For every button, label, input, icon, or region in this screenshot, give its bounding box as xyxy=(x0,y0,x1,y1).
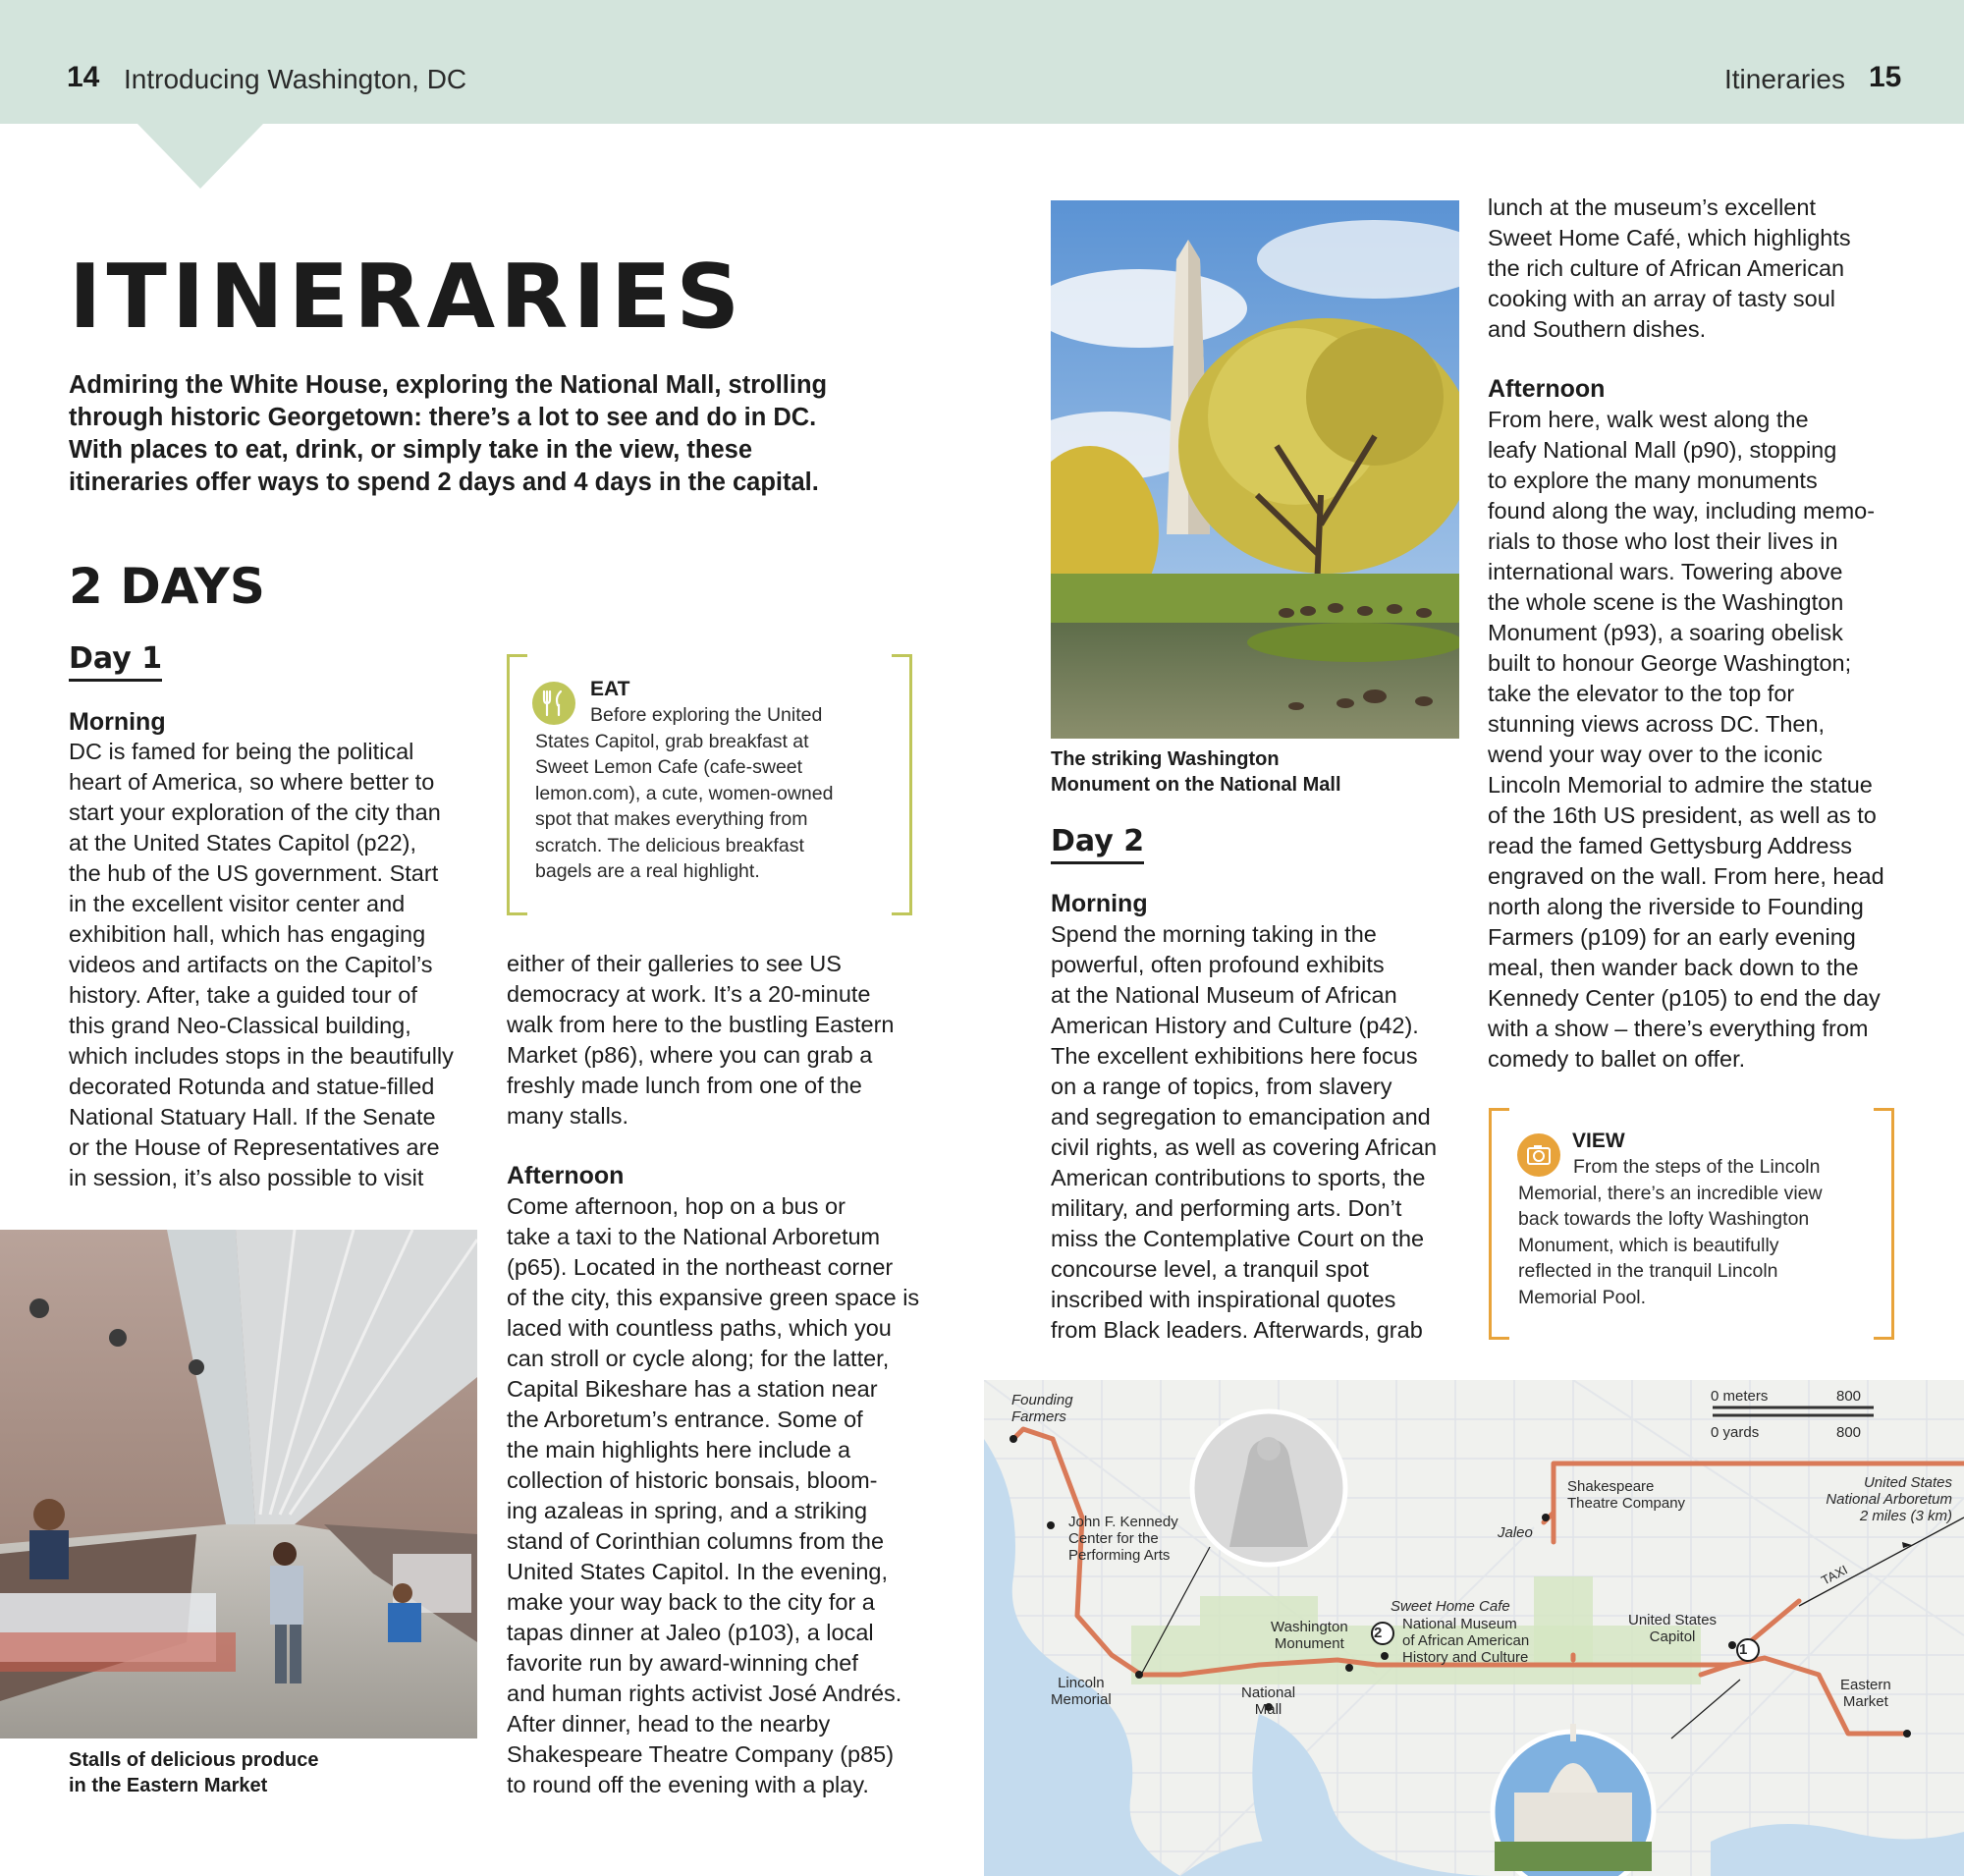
text-line: the whole scene is the Washington xyxy=(1488,589,1844,615)
text-line: Farmers (p109) for an early evening xyxy=(1488,924,1856,950)
text-line: Lincoln Memorial to admire the statue xyxy=(1488,772,1873,798)
map-label-founding-farmers xyxy=(1011,1392,1073,1425)
intro-line: Admiring the White House, exploring the National Mall, strolling xyxy=(69,371,828,399)
text-line: many stalls. xyxy=(507,1103,629,1129)
text-line: Kennedy Center (p105) to end the day xyxy=(1488,985,1881,1011)
text-line: stand of Corinthian columns from the xyxy=(507,1528,885,1554)
text-line: comedy to ballet on offer. xyxy=(1488,1046,1746,1072)
scale-yards-end: 800 xyxy=(1836,1424,1862,1441)
map-label-line: Mall xyxy=(1254,1701,1282,1718)
view-box-right-bracket xyxy=(1874,1108,1894,1340)
text-line: history. After, take a guided tour of xyxy=(69,982,417,1008)
map-label-nmaahc xyxy=(1402,1616,1529,1666)
intro-line: With places to eat, drink, or simply take in the view, these xyxy=(69,436,753,464)
text-line: After dinner, head to the nearby xyxy=(507,1711,831,1737)
text-line: DC is famed for being the political xyxy=(69,739,414,764)
view-box-text xyxy=(1518,1154,1872,1310)
map-label-line: Market xyxy=(1842,1693,1888,1710)
text-line: to round off the evening with a play. xyxy=(507,1772,869,1797)
text-line: (p65). Located in the northeast corner xyxy=(507,1254,894,1280)
text-line: found along the way, including memo- xyxy=(1488,498,1876,524)
map-label-national-mall xyxy=(1241,1684,1295,1718)
text-line: heart of America, so where better to xyxy=(69,769,435,795)
text-line: take the elevator to the top for xyxy=(1488,681,1795,706)
text-line: lunch at the museum’s excellent xyxy=(1488,194,1816,220)
text-line: powerful, often profound exhibits xyxy=(1051,952,1385,977)
scale-meters-start: 0 meters xyxy=(1711,1388,1769,1405)
text-line: National Statuary Hall. If the Senate xyxy=(69,1104,436,1130)
map-label-line: United States xyxy=(1628,1612,1718,1628)
text-line: built to honour George Washington; xyxy=(1488,650,1852,676)
caption-line: in the Eastern Market xyxy=(69,1775,268,1796)
text-line: this grand Neo-Classical building, xyxy=(69,1013,411,1038)
day1-morning-label: Morning xyxy=(69,708,166,736)
text-line: United States Capitol. In the evening, xyxy=(507,1559,888,1584)
text-line: spot that makes everything from xyxy=(535,808,808,830)
text-line: Before exploring the United xyxy=(590,704,823,726)
text-line: tapas dinner at Jaleo (p103), a local xyxy=(507,1620,874,1645)
map-label-line: Theatre Company xyxy=(1567,1495,1686,1512)
text-line: Monument, which is beautifully xyxy=(1518,1234,1779,1256)
map-label-sweet-home-cafe: Sweet Home Cafe xyxy=(1391,1598,1510,1615)
text-line: Memorial, there’s an incredible view xyxy=(1518,1182,1823,1204)
eat-box-title: EAT xyxy=(590,678,630,700)
text-line: videos and artifacts on the Capitol’s xyxy=(69,952,433,977)
right-page-number: 15 xyxy=(1869,61,1902,93)
map-label-line: Shakespeare xyxy=(1567,1478,1655,1495)
day2-morning-text xyxy=(1051,919,1463,1346)
map-label-line: Performing Arts xyxy=(1068,1547,1171,1564)
left-section-title: Introducing Washington, DC xyxy=(124,64,467,94)
text-line: favorite run by award-winning chef xyxy=(507,1650,858,1676)
day2-continued-text xyxy=(1488,193,1920,345)
map-label-line: Founding xyxy=(1011,1392,1073,1408)
text-line: military, and performing arts. Don’t xyxy=(1051,1195,1402,1221)
text-line: scratch. The delicious breakfast xyxy=(535,834,804,856)
map-label-arboretum xyxy=(1770,1474,1952,1524)
day1-afternoon-label: Afternoon xyxy=(507,1162,625,1189)
map-label-shakespeare-theatre xyxy=(1567,1478,1685,1512)
map-label-line: of African American xyxy=(1402,1632,1530,1649)
market-caption xyxy=(69,1747,319,1798)
right-section-title: Itineraries xyxy=(1724,64,1845,94)
text-line: Shakespeare Theatre Company (p85) xyxy=(507,1741,895,1767)
text-line: back towards the lofty Washington xyxy=(1518,1208,1810,1230)
eat-box-text xyxy=(535,702,889,885)
text-line: and Southern dishes. xyxy=(1488,316,1707,342)
map-label-line: Farmers xyxy=(1011,1408,1066,1425)
text-line: in session, it’s also possible to visit xyxy=(69,1165,424,1190)
map-marker-2: 2 xyxy=(1374,1625,1383,1641)
map-marker-1: 1 xyxy=(1739,1641,1748,1658)
text-line: and segregation to emancipation and xyxy=(1051,1104,1431,1130)
text-line: Memorial Pool. xyxy=(1518,1286,1647,1308)
text-line: freshly made lunch from one of the xyxy=(507,1073,862,1098)
day2-heading: Day 2 xyxy=(1051,825,1144,864)
intro-line: itineraries offer ways to spend 2 days and 4 days in the capital. xyxy=(69,469,819,496)
map-label-lincoln-memorial xyxy=(1051,1675,1112,1708)
caption-line: Stalls of delicious produce xyxy=(69,1749,319,1771)
monument-caption xyxy=(1051,746,1341,798)
text-line: Spend the morning taking in the xyxy=(1051,921,1377,947)
text-line: From the steps of the Lincoln xyxy=(1573,1156,1821,1178)
text-line: rials to those who lost their lives in xyxy=(1488,528,1838,554)
text-line: concourse level, a tranquil spot xyxy=(1051,1256,1369,1282)
text-line: Sweet Lemon Cafe (cafe-sweet xyxy=(535,756,803,778)
text-line: at the United States Capitol (p22), xyxy=(69,830,417,855)
day2-afternoon-label: Afternoon xyxy=(1488,375,1606,403)
text-line: of the 16th US president, as well as to xyxy=(1488,802,1877,828)
text-line: collection of historic bonsais, bloom- xyxy=(507,1467,878,1493)
eat-box-right-bracket xyxy=(892,654,912,915)
text-line: the hub of the US government. Start xyxy=(69,860,439,886)
map-label-line: Eastern xyxy=(1840,1677,1891,1693)
text-line: States Capitol, grab breakfast at xyxy=(535,730,809,752)
text-line: start your exploration of the city than xyxy=(69,800,441,825)
map-label-line: National Museum xyxy=(1402,1616,1517,1632)
text-line: in the excellent visitor center and xyxy=(69,891,406,916)
text-line: laced with countless paths, which you xyxy=(507,1315,892,1341)
text-line: ing azaleas in spring, and a striking xyxy=(507,1498,868,1523)
text-line: international wars. Towering above xyxy=(1488,559,1843,584)
text-line: which includes stops in the beautifully xyxy=(69,1043,454,1069)
text-line: can stroll or cycle along; for the latter, xyxy=(507,1346,890,1371)
text-line: cooking with an array of tasty soul xyxy=(1488,286,1835,311)
washington-monument-photo xyxy=(1051,200,1459,739)
text-line: on a range of topics, from slavery xyxy=(1051,1074,1392,1099)
view-box-left-bracket xyxy=(1489,1108,1509,1340)
map-label-line: Capitol xyxy=(1649,1628,1696,1645)
text-line: stunning views across DC. Then, xyxy=(1488,711,1826,737)
day1-continued-text xyxy=(507,949,919,1131)
text-line: Monument (p93), a soaring obelisk xyxy=(1488,620,1843,645)
scale-meters-end: 800 xyxy=(1836,1388,1862,1405)
text-line: American contributions to sports, the xyxy=(1051,1165,1426,1190)
text-line: the rich culture of African American xyxy=(1488,255,1845,281)
text-line: make your way back to the city for a xyxy=(507,1589,875,1615)
intro-line: through historic Georgetown: there’s a lot to see and do in DC. xyxy=(69,404,817,431)
text-line: The excellent exhibitions here focus xyxy=(1051,1043,1418,1069)
day1-afternoon-text xyxy=(507,1191,929,1800)
map-label-line: Washington xyxy=(1271,1619,1348,1635)
eat-box-left-bracket xyxy=(507,654,527,915)
caption-line: Monument on the National Mall xyxy=(1051,774,1341,796)
map-label-taxi: TAXI xyxy=(1819,1562,1850,1588)
map-label-line: John F. Kennedy xyxy=(1068,1514,1178,1530)
map-label-jaleo: Jaleo xyxy=(1498,1524,1533,1541)
text-line: American History and Culture (p42). xyxy=(1051,1013,1419,1038)
text-line: wend your way over to the iconic xyxy=(1488,742,1823,767)
page-header xyxy=(0,0,1964,124)
text-line: of the city, this expansive green space is xyxy=(507,1285,920,1310)
text-line: engraved on the wall. From here, head xyxy=(1488,863,1884,889)
scale-yards-start: 0 yards xyxy=(1711,1424,1760,1441)
map-label-kennedy-center xyxy=(1068,1514,1178,1564)
day1-morning-text xyxy=(69,737,481,1193)
text-line: civil rights, as well as covering African xyxy=(1051,1134,1438,1160)
map-label-us-capitol xyxy=(1628,1612,1717,1645)
text-line: take a taxi to the National Arboretum xyxy=(507,1224,881,1249)
day2-morning-label: Morning xyxy=(1051,890,1148,917)
text-line: north along the riverside to Founding xyxy=(1488,894,1864,919)
text-line: the Arboretum’s entrance. Some of xyxy=(507,1407,863,1432)
map-label-line: Memorial xyxy=(1051,1691,1112,1708)
page-title: ITINERARIES xyxy=(69,246,745,349)
text-line: bagels are a real highlight. xyxy=(535,860,760,882)
itinerary-map xyxy=(984,1380,1964,1876)
text-line: meal, then wander back down to the xyxy=(1488,955,1859,980)
map-label-line: United States xyxy=(1863,1474,1952,1491)
text-line: Market (p86), where you can grab a xyxy=(507,1042,873,1068)
text-line: the main highlights here include a xyxy=(507,1437,851,1462)
text-line: either of their galleries to see US xyxy=(507,951,842,976)
map-label-line: History and Culture xyxy=(1402,1649,1529,1666)
text-line: exhibition hall, which has engaging xyxy=(69,921,426,947)
text-line: Capital Bikeshare has a station near xyxy=(507,1376,878,1402)
map-label-line: 2 miles (3 km) xyxy=(1859,1508,1952,1524)
text-line: to explore the many monuments xyxy=(1488,468,1818,493)
view-box-title: VIEW xyxy=(1572,1130,1625,1152)
text-line: read the famed Gettysburg Address xyxy=(1488,833,1852,858)
text-line: with a show – there’s everything from xyxy=(1488,1016,1869,1041)
map-label-line: Center for the xyxy=(1068,1530,1159,1547)
header-notch xyxy=(137,124,263,189)
text-line: democracy at work. It’s a 20-minute xyxy=(507,981,871,1007)
day2-afternoon-text xyxy=(1488,405,1930,1075)
intro-paragraph xyxy=(69,369,854,499)
caption-line: The striking Washington xyxy=(1051,748,1280,770)
left-page-number: 14 xyxy=(67,61,100,93)
map-label-washington-monument xyxy=(1271,1619,1348,1652)
eastern-market-photo xyxy=(0,1230,477,1738)
text-line: and human rights activist José Andrés. xyxy=(507,1681,902,1706)
map-label-line: National xyxy=(1241,1684,1296,1701)
map-label-line: Monument xyxy=(1274,1635,1344,1652)
text-line: Sweet Home Café, which highlights xyxy=(1488,225,1851,250)
text-line: leafy National Mall (p90), stopping xyxy=(1488,437,1837,463)
map-label-line: National Arboretum xyxy=(1826,1491,1952,1508)
section-heading: 2 DAYS xyxy=(69,558,265,615)
text-line: walk from here to the bustling Eastern xyxy=(507,1012,895,1037)
text-line: Come afternoon, hop on a bus or xyxy=(507,1193,846,1219)
day1-heading: Day 1 xyxy=(69,642,162,682)
text-line: lemon.com), a cute, women-owned xyxy=(535,782,834,804)
text-line: From here, walk west along the xyxy=(1488,407,1809,432)
text-line: reflected in the tranquil Lincoln xyxy=(1518,1260,1778,1282)
map-label-line: Lincoln xyxy=(1058,1675,1105,1691)
map-label-eastern-market xyxy=(1840,1677,1891,1710)
text-line: miss the Contemplative Court on the xyxy=(1051,1226,1425,1251)
text-line: decorated Rotunda and statue-filled xyxy=(69,1074,435,1099)
text-line: from Black leaders. Afterwards, grab xyxy=(1051,1317,1423,1343)
text-line: or the House of Representatives are xyxy=(69,1134,440,1160)
text-line: at the National Museum of African xyxy=(1051,982,1397,1008)
text-line: inscribed with inspirational quotes xyxy=(1051,1287,1396,1312)
